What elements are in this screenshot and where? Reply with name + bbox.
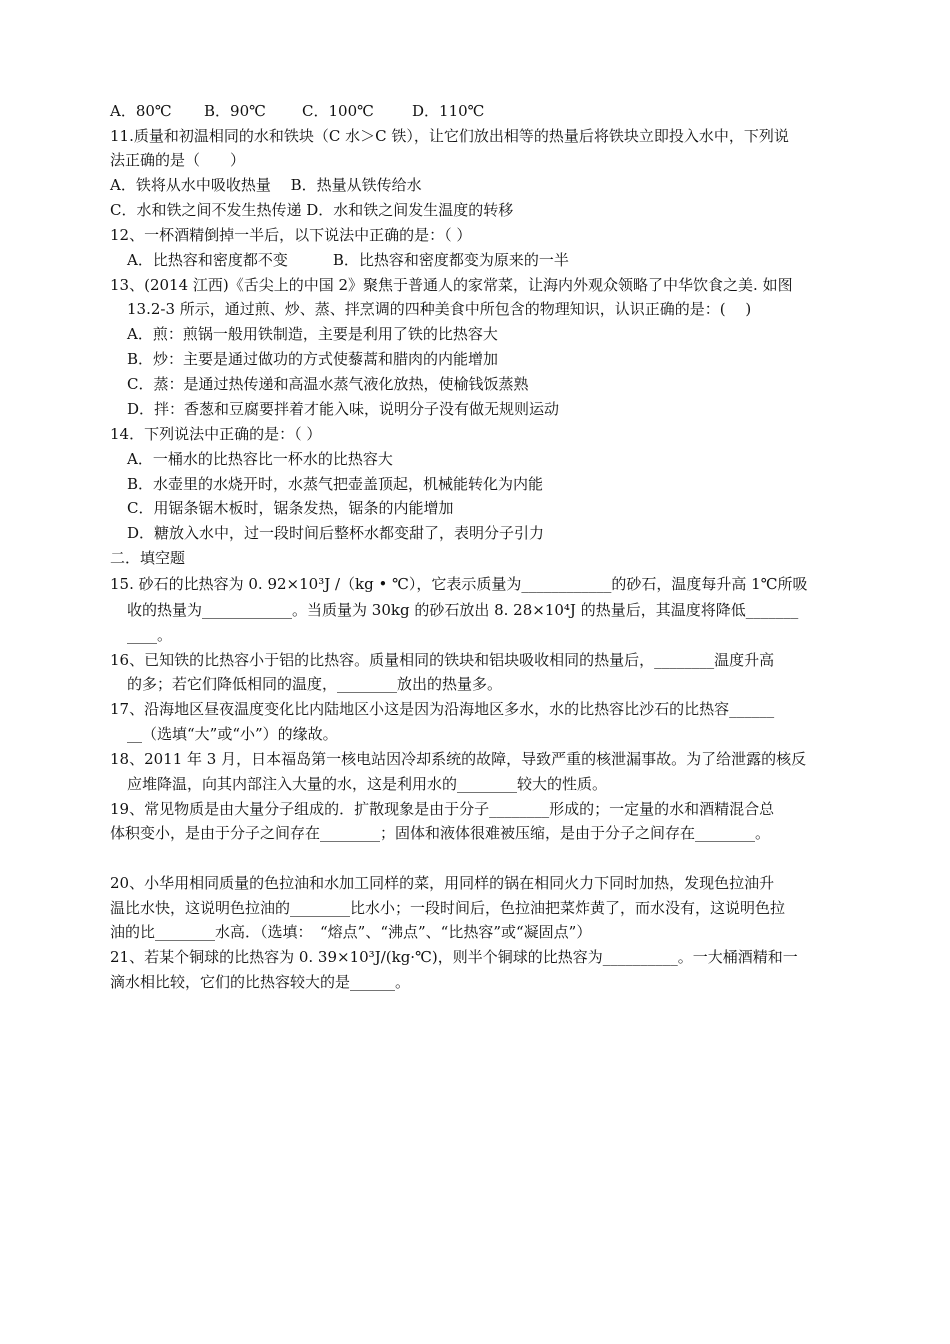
q15-line3: ____。	[127, 626, 173, 644]
q17-line2: __（选填“大”或“小”）的缘故。	[127, 725, 338, 743]
q21-line2: 滴水相比较，它们的比热容较大的是______。	[110, 973, 411, 991]
q14-option-a: A．一桶水的比热容比一杯水的比热容大	[127, 450, 393, 468]
q13-stem-line1: 13、(2014 江西)《舌尖上的中国 2》聚焦于普通人的家常菜，让海内外观众领略了中华饮食之美. 如图	[110, 276, 793, 294]
q18-line1: 18、2011 年 3 月，日本福岛第一核电站因冷却系统的故障，导致严重的核泄漏事故。为了给泄露的核反	[110, 750, 807, 768]
q17-line1: 17、沿海地区昼夜温度变化比内陆地区小这是因为沿海地区多水，水的比热容比沙石的比热容______	[110, 700, 775, 718]
q21-line1: 21、若某个铜球的比热容为 0. 39×10³J/(kg·℃)，则半个铜球的比热容为__________。一大桶酒精和一	[110, 948, 798, 966]
q10-option-a: A．80℃	[110, 102, 172, 120]
q20-line1: 20、小华用相同质量的色拉油和水加工同样的菜，用同样的锅在相同火力下同时加热，发现色拉油升	[110, 874, 775, 892]
q15-line1: 15. 砂石的比热容为 0. 92×10³J /（kg • ℃），它表示质量为____________的砂石，温度每升高 1℃所吸	[110, 575, 808, 593]
q19-line2: 体积变小，是由于分子之间存在________；固体和液体很难被压缩，是由于分子之间存在________。	[110, 824, 771, 842]
q10-option-c: C．100℃	[302, 102, 374, 120]
q15-line2: 收的热量为____________。当质量为 30kg 的砂石放出 8. 28×10⁴J 的热量后，其温度将降低_______	[127, 601, 799, 619]
q10-option-d: D．110℃	[412, 102, 485, 120]
q13-option-d: D．拌：香葱和豆腐要拌着才能入味，说明分子没有做无规则运动	[127, 400, 560, 418]
q11-options-ab: A．铁将从水中吸收热量 B．热量从铁传给水	[110, 176, 422, 194]
q13-stem-line2: 13.2-3 所示，通过煎、炒、蒸、拌烹调的四种美食中所包含的物理知识，认识正确的是：( )	[127, 300, 752, 318]
q12-options: A．比热容和密度都不变 B．比热容和密度都变为原来的一半	[127, 251, 569, 269]
q20-line2: 温比水快，这说明色拉油的________比水小；一段时间后，色拉油把菜炸黄了，而水没有，这说明色拉	[110, 899, 786, 917]
q11-stem-line1: 11.质量和初温相同的水和铁块（C 水＞C 铁），让它们放出相等的热量后将铁块立即投入水中，下列说	[110, 127, 789, 145]
q16-line2: 的多；若它们降低相同的温度，________放出的热量多。	[127, 675, 503, 693]
q14-option-b: B．水壶里的水烧开时，水蒸气把壶盖顶起，机械能转化为内能	[127, 475, 544, 493]
q11-options-cd: C．水和铁之间不发生热传递 D．水和铁之间发生温度的转移	[110, 201, 514, 219]
q12-stem: 12、一杯酒精倒掉一半后，以下说法中正确的是：（ ）	[110, 226, 472, 244]
q19-line1: 19、常见物质是由大量分子组成的．扩散现象是由于分子________形成的；一定量的水和酒精混合总	[110, 800, 775, 818]
q14-option-c: C．用锯条锯木板时，锯条发热，锯条的内能增加	[127, 499, 454, 517]
q11-stem-line2: 法正确的是（ ）	[110, 151, 246, 169]
section-heading-fill-in: 二．填空题	[110, 549, 186, 567]
q16-line1: 16、已知铁的比热容小于铝的比热容。质量相同的铁块和铝块吸收相同的热量后，________温度升高	[110, 651, 775, 669]
q10-option-b: B．90℃	[204, 102, 266, 120]
q13-option-b: B．炒：主要是通过做功的方式使藜蒿和腊肉的内能增加	[127, 350, 499, 368]
q13-option-c: C．蒸：是通过热传递和高温水蒸气液化放热，使榆钱饭蒸熟	[127, 375, 529, 393]
q10-options	[110, 101, 510, 121]
q18-line2: 应堆降温，向其内部注入大量的水，这是利用水的________较大的性质。	[127, 775, 608, 793]
q14-stem: 14．下列说法中正确的是：（ ）	[110, 425, 322, 443]
q14-option-d: D．糖放入水中，过一段时间后整杯水都变甜了，表明分子引力	[127, 524, 545, 542]
q20-line3: 油的比________水高．（选填： “熔点”、“沸点”、“比热容”或“凝固点”）	[110, 923, 592, 941]
q13-option-a: A．煎：煎锅一般用铁制造，主要是利用了铁的比热容大	[127, 325, 498, 343]
